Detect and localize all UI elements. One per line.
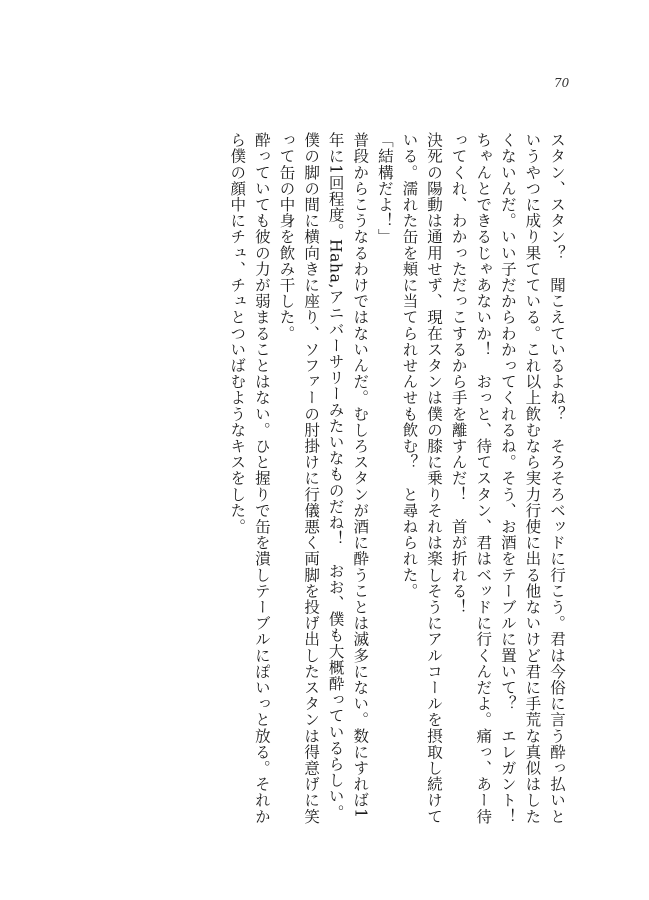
page-number: 70	[554, 76, 570, 90]
paragraph: 普段からこうなるわけではないんだ。むしろスタンが酒に酔うことは滅多にない。数にすれば1年に1回程度。Haha,アニバーサリーみたいなものだね！ おお、僕も大概酔っているらしい。	[326, 132, 370, 821]
body-text	[99, 132, 569, 841]
paragraph: 「結構だよ！」	[375, 132, 394, 245]
paragraph: 決死の陽動は通用せず、現在スタンは僕の膝に乗りそれは楽しそうにアルコールを摂取し続けている。濡れた缶を頬に当てられせんせも飲む？ と尋ねられた。	[400, 132, 444, 825]
paragraph: スタン、スタン？ 聞こえているよね？ そろそろベッドに行こう。君は今俗に言う酔っ払いというやつに成り果てている。これ以上飲むなら実力行使に出る他ないけど君に手荒な真似はしたくないんだ。いい子だからわかってくれるね。そう、お酒をテーブルに置いて？ エレガント！ ちゃんとできるじゃあないか！ おっと、待てスタン、君はベッドに行くんだよ。痛っ、あー待ってくれ、わかっただっこするから手を離すんだ！ 首が折れる！	[449, 132, 566, 841]
paragraph: 酔っていても彼の力が弱まることはない。ひと握りで缶を潰しテーブルにぽいっと放る。それから僕の顔中にチュ、チュとついばむようなキスをした。	[228, 132, 271, 825]
paragraph: 僕の脚の間に横向きに座り、ソファーの肘掛けに行儀悪く両脚を投げ出したスタンは得意げに笑って缶の中身を飲み干した。	[277, 132, 321, 825]
